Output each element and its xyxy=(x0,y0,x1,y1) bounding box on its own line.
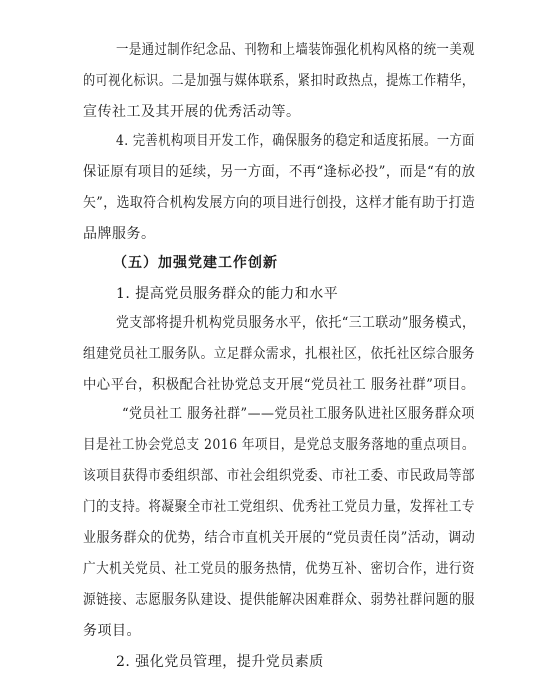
paragraph-line: 党支部将提升机构党员服务水平，依托“三工联动”服务模式， xyxy=(116,315,476,331)
paragraph-line: 保证原有项目的延续，另一方面，不再“逢标必投”，而是“有的放 xyxy=(83,164,476,180)
paragraph-line: 该项目获得市委组织部、市社会组织党委、市社工委、市民政局等部 xyxy=(83,468,475,484)
paragraph-line: 源链接、志愿服务队建设、提供能解决困难群众、弱势社群问题的服 xyxy=(83,592,475,608)
paragraph-line: 门的支持。将凝聚全市社工党组织、优秀社工党员力量，发挥社工专 xyxy=(83,499,475,515)
paragraph-line: 品牌服务。 xyxy=(83,226,156,242)
paragraph-line: 一是通过制作纪念品、刊物和上墙装饰强化机构风格的统一美观 xyxy=(116,42,475,58)
subsection-heading: 2. 强化党员管理，提升党员素质 xyxy=(116,654,324,670)
paragraph-line: 业服务群众的优势，结合市直机关开展的“党员责任岗”活动，调动 xyxy=(83,530,476,546)
paragraph-line: 矢”，选取符合机构发展方向的项目进行创投，这样才能有助于打造 xyxy=(83,195,476,211)
subsection-heading: 1. 提高党员服务群众的能力和水平 xyxy=(116,286,339,302)
paragraph-line: 广大机关党员、社工党员的服务热情，优势互补、密切合作，进行资 xyxy=(83,561,475,577)
paragraph-line: “党员社工 服务社群”——党员社工服务队进社区服务群众项 xyxy=(122,406,475,422)
paragraph-line: 组建党员社工服务队。立足群众需求，扎根社区，依托社区综合服务 xyxy=(83,346,475,362)
paragraph-line: 4. 完善机构项目开发工作，确保服务的稳定和适度拓展。一方面 xyxy=(116,133,475,149)
section-heading: （五）加强党建工作创新 xyxy=(113,255,278,271)
paragraph-line: 的可视化标识。二是加强与媒体联系，紧扣时政热点，提炼工作精华， xyxy=(83,73,475,89)
paragraph-line: 宣传社工及其开展的优秀活动等。 xyxy=(83,104,301,120)
paragraph-line: 务项目。 xyxy=(83,623,141,639)
paragraph-line: 中心平台，积极配合社协党总支开展“党员社工 服务社群”项目。 xyxy=(83,377,475,393)
paragraph-line: 目是社工协会党总支 2016 年项目，是党总支服务落地的重点项目。 xyxy=(83,437,476,453)
